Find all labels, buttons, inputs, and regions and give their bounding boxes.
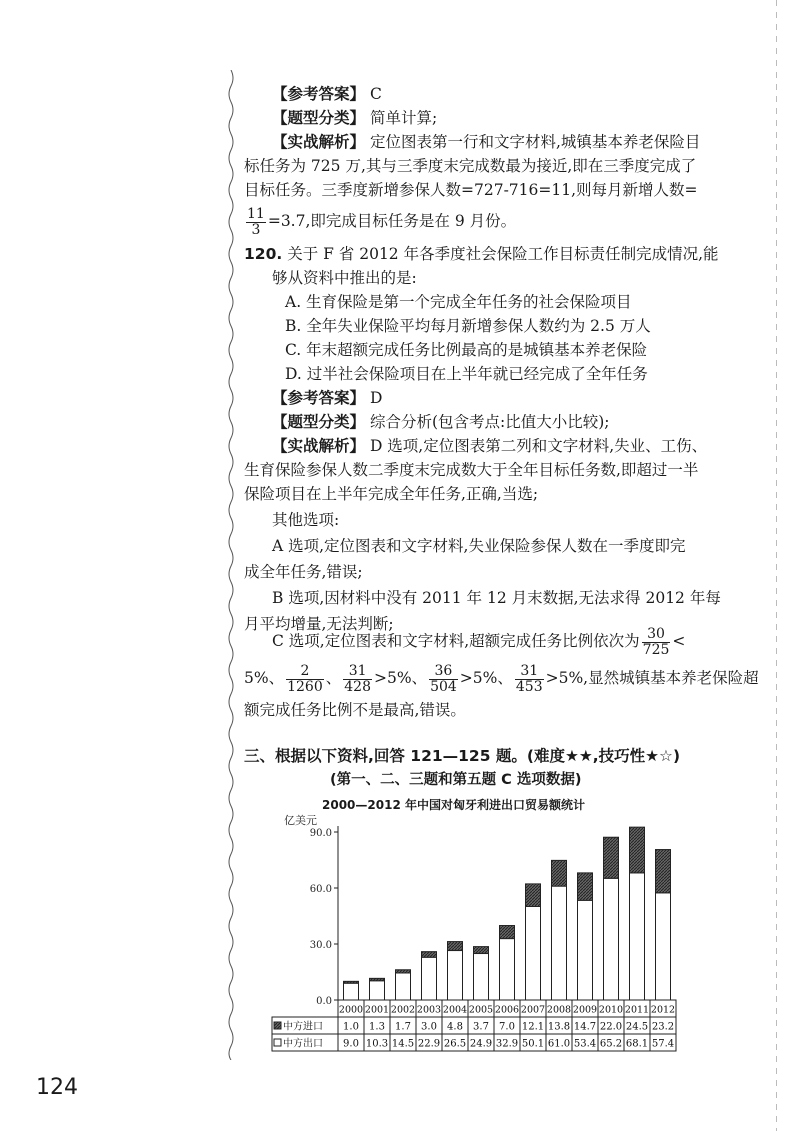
x-tick-label: 2005 xyxy=(468,1004,494,1016)
option-b-analysis-2: 月平均增量,无法判断; xyxy=(244,615,394,633)
bar-import xyxy=(474,947,489,954)
bar-export xyxy=(630,873,645,1000)
type-value: 简单计算; xyxy=(369,109,438,127)
answer-label: 【参考答案】 xyxy=(272,85,366,103)
bar-export xyxy=(396,973,411,1000)
section-heading: 三、根据以下资料,回答 121—125 题。(难度★★,技巧性★☆) xyxy=(244,747,681,765)
fraction: $\frac{31}{428}$ xyxy=(344,662,371,695)
option-d: D. 过半社会保险项目在上半年就已经完成了全年任务 xyxy=(285,365,648,383)
legend-label: 中方进口 xyxy=(283,1021,323,1033)
bar-import xyxy=(500,926,515,939)
bar-export xyxy=(656,893,671,1000)
page-number: 124 xyxy=(36,1075,78,1100)
answer-value: D xyxy=(369,389,383,407)
y-axis-label: 亿美元 xyxy=(284,814,317,827)
y-tick-label: 90.0 xyxy=(309,828,332,839)
data-label: 53.4 xyxy=(573,1038,597,1050)
bar-import xyxy=(552,860,567,886)
q120-analysis-line-1 xyxy=(272,436,707,456)
option-a-analysis-2: 成全年任务,错误; xyxy=(244,563,363,581)
q120-stem-line-2: 够从资料中推出的是: xyxy=(272,269,417,287)
data-label: 26.5 xyxy=(443,1038,467,1050)
x-tick-label: 2001 xyxy=(364,1004,390,1016)
data-label: 9.0 xyxy=(343,1038,359,1050)
data-label: 4.8 xyxy=(447,1021,463,1033)
option-c-analysis-2: 5%、 $\frac{2}{1260}$ 、 $\frac{31}{428}$ >5%、 $\frac{36}{504}$ >5%、 $\frac{31}{453}$ >5%,显然城镇基本养老保险超 xyxy=(244,662,759,695)
q119-analysis-line-4: $\frac{11}{3}$ =3.7,即完成目标任务是在 9 月份。 xyxy=(247,205,517,238)
y-tick-label: 30.0 xyxy=(309,940,332,951)
bar-export xyxy=(448,951,463,1000)
x-tick-label: 2009 xyxy=(572,1004,598,1016)
y-tick-label: 0.0 xyxy=(316,996,332,1007)
x-tick-label: 2010 xyxy=(598,1004,624,1016)
bar-import xyxy=(578,873,593,900)
data-label: 65.2 xyxy=(599,1038,623,1050)
bar-export xyxy=(552,886,567,1000)
data-label: 1.7 xyxy=(395,1021,411,1033)
bar-import xyxy=(448,942,463,951)
fraction: $\frac{30}{725}$ xyxy=(642,625,670,658)
type-label: 【题型分类】 xyxy=(272,413,366,431)
analysis-text: 定位图表第一行和文字材料,城镇基本养老保险目 xyxy=(369,133,701,151)
bar-import xyxy=(422,952,437,958)
bar-export xyxy=(344,983,359,1000)
x-tick-label: 2003 xyxy=(416,1004,442,1016)
data-label: 3.0 xyxy=(421,1021,437,1033)
option-b: B. 全年失业保险平均每月新增参保人数约为 2.5 万人 xyxy=(285,317,651,335)
margin-wavy-line xyxy=(226,70,236,1060)
type-label: 【题型分类】 xyxy=(272,109,366,127)
data-label: 22.9 xyxy=(417,1038,441,1050)
other-options-label: 其他选项: xyxy=(272,511,340,529)
data-label: 68.1 xyxy=(625,1038,649,1050)
section-subheading: (第一、二、三题和第五题 C 选项数据) xyxy=(330,772,582,788)
y-tick-label: 60.0 xyxy=(309,884,332,895)
option-c-analysis-1: C 选项,定位图表和文字材料,超额完成任务比例依次为 $\frac{30}{725}$ < xyxy=(272,625,686,658)
data-label: 23.2 xyxy=(651,1021,675,1033)
chart-title: 2000—2012 年中国对匈牙利进出口贸易额统计 xyxy=(322,798,585,812)
bar-import xyxy=(604,837,619,878)
q119-analysis-line-3: 目标任务。三季度新增参保人数=727-716=11,则每月新增人数= xyxy=(244,181,698,199)
trade-chart xyxy=(268,810,708,1060)
data-label: 22.0 xyxy=(599,1021,623,1033)
legend-label: 中方出口 xyxy=(283,1038,323,1050)
q120-answer-line xyxy=(272,388,382,408)
data-label: 24.5 xyxy=(625,1021,649,1033)
q119-analysis-line-1 xyxy=(272,132,700,152)
q120-stem-line-1 xyxy=(244,244,719,264)
data-label: 14.5 xyxy=(391,1038,415,1050)
analysis-label: 【实战解析】 xyxy=(272,437,366,455)
bar-export xyxy=(500,939,515,1000)
data-label: 61.0 xyxy=(547,1038,571,1050)
bar-export xyxy=(370,981,385,1000)
x-tick-label: 2007 xyxy=(520,1004,546,1016)
analysis-text: D 选项,定位图表第二列和文字材料,失业、工伤、 xyxy=(369,437,708,455)
type-value: 综合分析(包含考点:比值大小比较); xyxy=(369,413,610,431)
data-label: 24.9 xyxy=(469,1038,493,1050)
bar-import xyxy=(630,827,645,873)
x-tick-label: 2008 xyxy=(546,1004,572,1016)
data-label: 7.0 xyxy=(499,1021,515,1033)
data-label: 50.1 xyxy=(521,1038,545,1050)
option-c: C. 年末超额完成任务比例最高的是城镇基本养老保险 xyxy=(285,341,648,359)
question-stem: 关于 F 省 2012 年各季度社会保险工作目标责任制完成情况,能 xyxy=(287,245,719,263)
legend-swatch xyxy=(274,1022,281,1029)
option-a: A. 生育保险是第一个完成全年任务的社会保险项目 xyxy=(285,293,632,311)
fraction: $\frac{2}{1260}$ xyxy=(287,662,323,695)
data-label: 32.9 xyxy=(495,1038,519,1050)
bar-import xyxy=(370,978,385,980)
data-label: 57.4 xyxy=(651,1038,675,1050)
data-label: 10.3 xyxy=(365,1038,389,1050)
q119-answer-line xyxy=(272,84,382,104)
bar-export xyxy=(474,954,489,1000)
fraction: $\frac{36}{504}$ xyxy=(430,662,457,695)
q120-type-line xyxy=(272,412,610,432)
x-tick-label: 2004 xyxy=(442,1004,468,1016)
data-label: 13.8 xyxy=(547,1021,571,1033)
x-tick-label: 2000 xyxy=(338,1004,364,1016)
data-label: 12.1 xyxy=(521,1021,545,1033)
bar-import xyxy=(656,850,671,893)
data-label: 1.0 xyxy=(343,1021,359,1033)
x-tick-label: 2012 xyxy=(650,1004,676,1016)
answer-value: C xyxy=(369,85,382,103)
q120-analysis-line-3: 保险项目在上半年完成全年任务,正确,当选; xyxy=(244,485,539,503)
x-tick-label: 2006 xyxy=(494,1004,520,1016)
data-label: 1.3 xyxy=(369,1021,385,1033)
bar-export xyxy=(422,957,437,1000)
analysis-label: 【实战解析】 xyxy=(272,133,366,151)
x-tick-label: 2011 xyxy=(624,1004,650,1016)
q119-analysis-line-2: 标任务为 725 万,其与三季度末完成数最为接近,即在三季度完成了 xyxy=(244,157,697,175)
right-margin-rule xyxy=(776,0,777,1131)
option-b-analysis-1: B 选项,因材料中没有 2011 年 12 月末数据,无法求得 2012 年每 xyxy=(272,589,721,607)
x-tick-label: 2002 xyxy=(390,1004,416,1016)
bar-export xyxy=(604,878,619,1000)
q120-analysis-line-2: 生育保险参保人数二季度末完成数大于全年目标任务数,即超过一半 xyxy=(244,461,699,479)
fraction: $\frac{31}{453}$ xyxy=(515,662,543,695)
legend-swatch xyxy=(274,1039,281,1046)
option-c-analysis-3: 额完成任务比例不是最高,错误。 xyxy=(244,701,466,719)
bar-import xyxy=(344,981,359,983)
question-number: 120. xyxy=(244,245,283,263)
data-label: 14.7 xyxy=(573,1021,597,1033)
option-a-analysis-1: A 选项,定位图表和文字材料,失业保险参保人数在一季度即完 xyxy=(272,537,686,555)
fraction: $\frac{11}{3}$ xyxy=(247,205,265,238)
data-label: 3.7 xyxy=(473,1021,489,1033)
q119-type-line xyxy=(272,108,437,128)
bar-export xyxy=(578,900,593,1000)
bar-import xyxy=(526,884,541,907)
bar-import xyxy=(396,970,411,973)
answer-label: 【参考答案】 xyxy=(272,389,366,407)
bar-export xyxy=(526,906,541,1000)
